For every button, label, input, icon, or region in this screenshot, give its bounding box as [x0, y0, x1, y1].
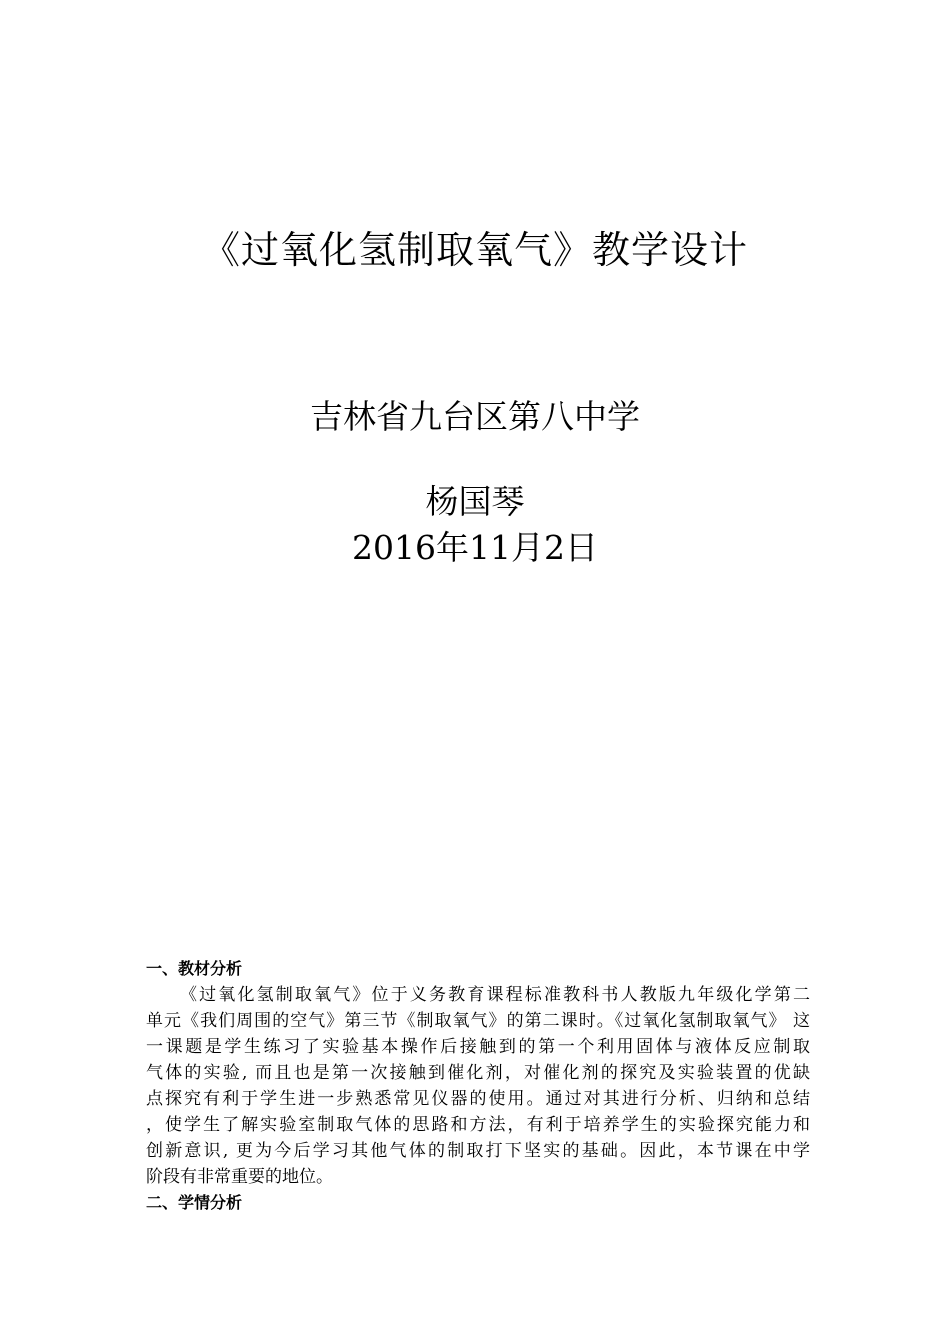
school-name: 吉林省九台区第八中学: [310, 397, 640, 436]
document-date: 2016年11月2日: [352, 528, 598, 567]
paragraph-line: 一课题是学生练习了实验基本操作后接触到的第一个利用固体与液体反应制取: [146, 1037, 810, 1057]
paragraph-line: 创新意识, 更为今后学习其他气体的制取打下坚实的基础。因此，本节课在中学: [146, 1141, 810, 1161]
document-title: 《过氧化氢制取氧气》教学设计: [201, 228, 748, 272]
paragraph-line: 《过氧化氢制取氧气》位于义务教育课程标准教科书人教版九年级化学第二: [180, 985, 810, 1005]
paragraph-line: 阶段有非常重要的地位。: [146, 1167, 333, 1187]
section-heading-textbook-analysis: 一、教材分析: [146, 959, 243, 978]
author-name: 杨国琴: [425, 482, 525, 521]
paragraph-line: ，使学生了解实验室制取气体的思路和方法，有利于培养学生的实验探究能力和: [146, 1115, 810, 1135]
section-heading-student-analysis: 二、学情分析: [146, 1193, 243, 1212]
paragraph-line: 气体的实验, 而且也是第一次接触到催化剂，对催化剂的探究及实验装置的优缺: [146, 1063, 810, 1083]
paragraph-line: 单元《我们周围的空气》第三节《制取氧气》的第二课时。《过氧化氢制取氧气》 这: [146, 1011, 810, 1031]
document-body: [146, 956, 810, 1216]
paragraph-line: 点探究有利于学生进一步熟悉常见仪器的使用。通过对其进行分析、归纳和总结: [146, 1089, 810, 1109]
